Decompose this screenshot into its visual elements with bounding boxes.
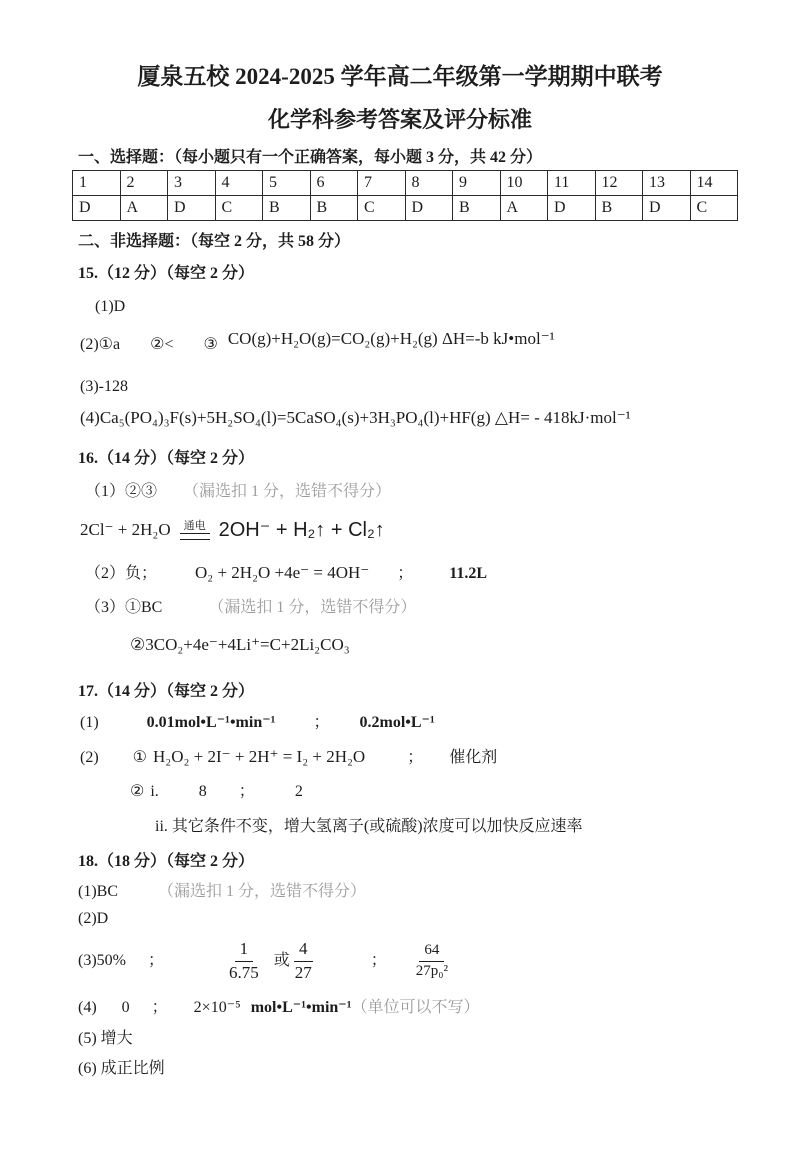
- question-number-cell: 2: [120, 171, 168, 196]
- question-number-cell: 12: [595, 171, 643, 196]
- fraction: [292, 938, 315, 983]
- q17-heading: 17.（14 分）（每空 2 分）: [78, 683, 255, 700]
- answer-label: （3）①BC: [85, 599, 163, 616]
- q18-answer-4: [78, 997, 480, 1019]
- answer-cell: A: [120, 196, 168, 221]
- answer-label: （1）②③: [85, 483, 158, 500]
- choice-section-heading: 一、选择题：（每小题只有一个正确答案，每小题 3 分，共 42 分）: [78, 149, 543, 166]
- question-number-cell: 7: [358, 171, 406, 196]
- reaction-condition-bridge: [180, 521, 210, 540]
- answer-label: (1): [80, 714, 99, 731]
- reaction-condition-label: 通电: [183, 519, 206, 532]
- q17-answer-2b: [130, 781, 303, 803]
- sub-item-label: i.: [150, 783, 159, 800]
- answer-value: 催化剂: [449, 749, 498, 766]
- answer-part: ②<: [150, 336, 174, 353]
- answer-cell: D: [168, 196, 216, 221]
- circled-marker: ③: [203, 336, 218, 353]
- fraction-numerator: 64: [419, 941, 444, 962]
- q17-answer-1: [80, 712, 435, 734]
- answer-label: (2): [80, 749, 99, 766]
- grading-note: （单位可以不写）: [351, 999, 480, 1016]
- fraction: [413, 941, 451, 981]
- answer-value: 0: [121, 999, 130, 1016]
- answer-label: (3)50%: [78, 952, 126, 969]
- fraction-denominator: 27p₀²: [415, 962, 449, 979]
- q18-heading: 18.（18 分）（每空 2 分）: [78, 853, 255, 870]
- answer-cell: B: [595, 196, 643, 221]
- electrode-equation: O₂ + 2H₂O +4e⁻ = 4OH⁻: [195, 563, 370, 582]
- ionic-equation: H₂O₂ + 2I⁻ + 2H⁺ = I₂ + 2H₂O: [153, 747, 366, 766]
- question-number-cell: 9: [453, 171, 501, 196]
- answer-cell: D: [643, 196, 691, 221]
- answer-label: (4): [78, 999, 97, 1016]
- equation-left-side: 2Cl⁻ + 2H₂O: [80, 520, 171, 539]
- answer-value: 11.2L: [449, 565, 488, 582]
- q18-answer-6: (6) 成正比例: [78, 1060, 165, 1077]
- answer-label: （2）负；: [85, 565, 158, 582]
- answer-cell: A: [500, 196, 548, 221]
- answer-separator: ；: [151, 999, 168, 1016]
- answer-value: 2×10⁻⁵: [193, 999, 241, 1016]
- grading-note: （漏选扣 1 分，选错不得分）: [208, 599, 417, 616]
- answer-value: 0.01mol•L⁻¹•min⁻¹: [146, 714, 276, 731]
- answer-letter-row: [73, 196, 738, 221]
- question-number-cell: 10: [500, 171, 548, 196]
- q15-heading: 15.（12 分）（每空 2 分）: [78, 265, 255, 282]
- electrolysis-equation: [80, 512, 385, 548]
- circled-marker: ①: [132, 749, 147, 766]
- answer-cell: B: [310, 196, 358, 221]
- q16-answer-3: [85, 597, 416, 619]
- equation-right-side: 2OH⁻ + H₂↑ + Cl₂↑: [218, 519, 385, 541]
- answer-label: (1)BC: [78, 883, 118, 900]
- question-number-cell: 11: [548, 171, 596, 196]
- question-number-cell: 6: [310, 171, 358, 196]
- answer-separator: ；: [370, 952, 387, 969]
- fraction-numerator: 1: [235, 938, 254, 961]
- question-number-row: [73, 171, 738, 196]
- answer-value: 0.2mol•L⁻¹: [359, 714, 435, 731]
- q15-answer-2: [80, 329, 555, 356]
- fraction: [226, 938, 262, 983]
- question-number-cell: 5: [263, 171, 311, 196]
- answer-cell: B: [453, 196, 501, 221]
- circled-marker: ②: [130, 783, 145, 800]
- answer-cell: B: [263, 196, 311, 221]
- fraction-numerator: 4: [294, 938, 313, 961]
- answer-cell: D: [548, 196, 596, 221]
- q16-heading: 16.（14 分）（每空 2 分）: [78, 450, 255, 467]
- question-number-cell: 8: [405, 171, 453, 196]
- question-number-cell: 1: [73, 171, 121, 196]
- q16-answer-1: [85, 481, 391, 503]
- answer-value: 8: [198, 783, 207, 800]
- grading-note: （漏选扣 1 分，选错不得分）: [158, 883, 367, 900]
- q16-answer-2: [85, 562, 487, 585]
- question-number-cell: 14: [690, 171, 738, 196]
- q17-answer-2: [80, 746, 497, 769]
- answer-cell: C: [215, 196, 263, 221]
- q15-answer-3: (3)-128: [80, 378, 128, 395]
- answer-unit: mol•L⁻¹•min⁻¹: [250, 999, 352, 1016]
- or-label: 或: [273, 952, 290, 969]
- free-response-section-heading: 二、非选择题：（每空 2 分，共 58 分）: [78, 233, 351, 250]
- question-number-cell: 3: [168, 171, 216, 196]
- question-number-cell: 4: [215, 171, 263, 196]
- q18-answer-2: (2)D: [78, 910, 109, 927]
- answer-cell: C: [358, 196, 406, 221]
- answer-separator: ；: [238, 783, 255, 800]
- document-subtitle: 化学科参考答案及评分标准: [267, 107, 532, 132]
- answer-part: (2)①a: [80, 336, 121, 353]
- fraction-denominator: 27: [294, 962, 312, 982]
- fraction-denominator: 6.75: [229, 962, 259, 982]
- q18-answer-1: [78, 881, 366, 903]
- answer-cell: C: [690, 196, 738, 221]
- double-line: [180, 533, 210, 540]
- q16-answer-3b: ②3CO₂+4e⁻+4Li⁺=C+2Li₂CO₃: [130, 635, 350, 654]
- question-number-cell: 13: [643, 171, 691, 196]
- q18-answer-5: (5) 增大: [78, 1030, 133, 1047]
- answer-value: 2: [294, 783, 303, 800]
- grading-note: （漏选扣 1 分，选错不得分）: [183, 483, 392, 500]
- answer-separator: ；: [397, 565, 414, 582]
- answer-separator: ；: [313, 714, 330, 731]
- q15-answer-1: (1)D: [95, 298, 126, 315]
- answer-separator: ；: [407, 749, 424, 766]
- answer-cell: D: [73, 196, 121, 221]
- q15-answer-4: (4)Ca₅(PO₄)₃F(s)+5H₂SO₄(l)=5CaSO₄(s)+3H₃PO₄(l)+HF(g) △H= - 418kJ·mol⁻¹: [80, 408, 631, 427]
- q17-answer-2c: ii. 其它条件不变，增大氢离子(或硫酸)浓度可以加快反应速率: [155, 818, 583, 835]
- thermochemical-equation: CO(g)+H₂O(g)=CO₂(g)+H₂(g) ΔH=-b kJ•mol⁻¹: [227, 329, 555, 348]
- document-title: 厦泉五校 2024-2025 学年高二年级第一学期期中联考: [137, 64, 663, 89]
- q18-answer-3: [78, 936, 451, 986]
- multiple-choice-answer-table: [72, 170, 738, 221]
- answer-separator: ；: [147, 952, 164, 969]
- answer-cell: D: [405, 196, 453, 221]
